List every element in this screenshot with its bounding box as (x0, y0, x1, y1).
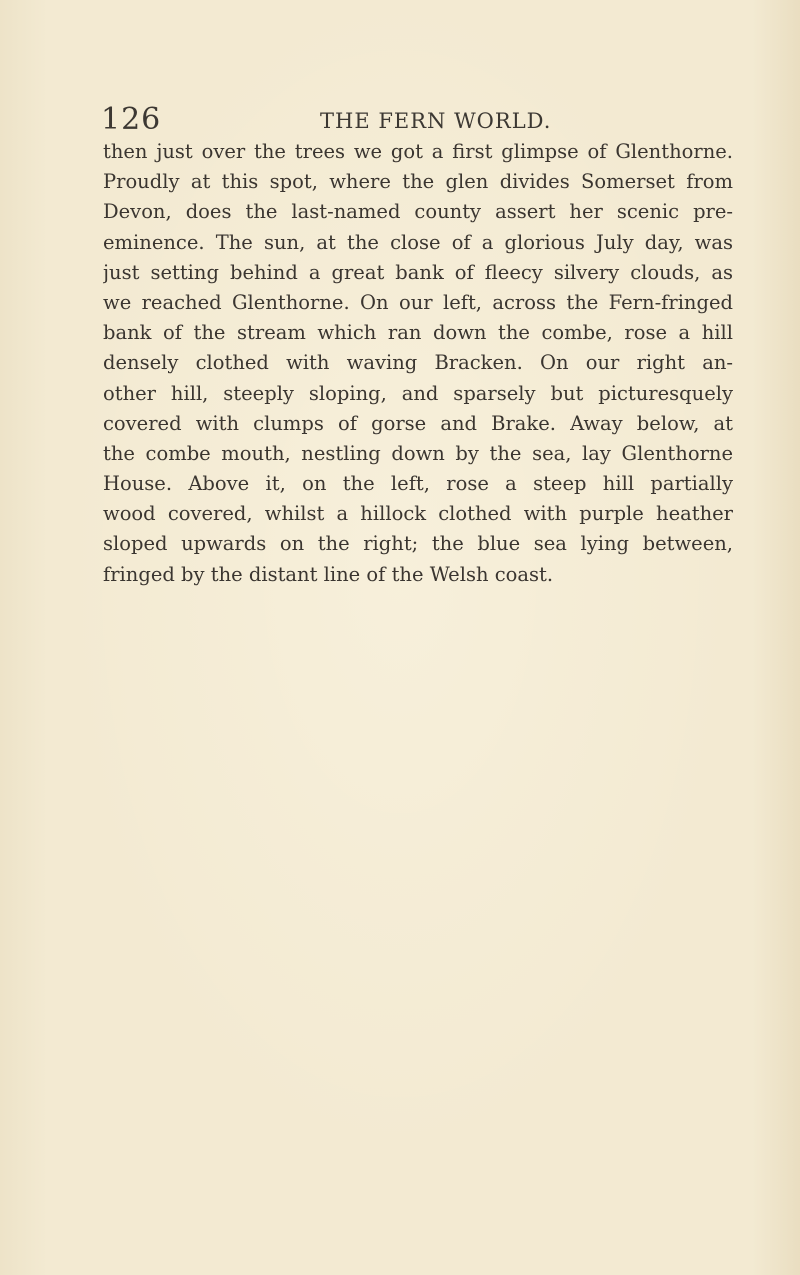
text-line: House. Above it, on the left, rose a steep hill partially (103, 472, 733, 496)
body-paragraph (103, 137, 733, 590)
page-header (101, 100, 721, 140)
running-head: THE FERN WORLD. (320, 109, 552, 133)
text-line: the combe mouth, nestling down by the sea, lay Glenthorne (103, 441, 733, 465)
text-line: fringed by the distant line of the Welsh coast. (103, 562, 554, 586)
text-line: covered with clumps of gorse and Brake. Away below, at (103, 411, 733, 435)
text-line: sloped upwards on the right; the blue sea lying between, (103, 532, 733, 556)
page-number: 126 (101, 102, 162, 137)
text-line: Devon, does the last-named county assert her scenic pre- (103, 200, 733, 224)
text-line: densely clothed with waving Bracken. On our right an- (103, 351, 733, 375)
text-line: eminence. The sun, at the close of a glorious July day, was (103, 230, 733, 254)
text-line: other hill, steeply sloping, and sparsely but picturesquely (103, 381, 733, 405)
text-line: Proudly at this spot, where the glen divides Somerset from (103, 170, 733, 194)
text-line: then just over the trees we got a first glimpse of Glenthorne. (103, 140, 733, 163)
text-line: bank of the stream which ran down the combe, rose a hill (103, 321, 733, 345)
text-line: we reached Glenthorne. On our left, across the Fern-fringed (103, 290, 733, 314)
text-line: wood covered, whilst a hillock clothed with purple heather (103, 502, 733, 526)
text-line: just setting behind a great bank of fleecy silvery clouds, as (103, 260, 733, 284)
